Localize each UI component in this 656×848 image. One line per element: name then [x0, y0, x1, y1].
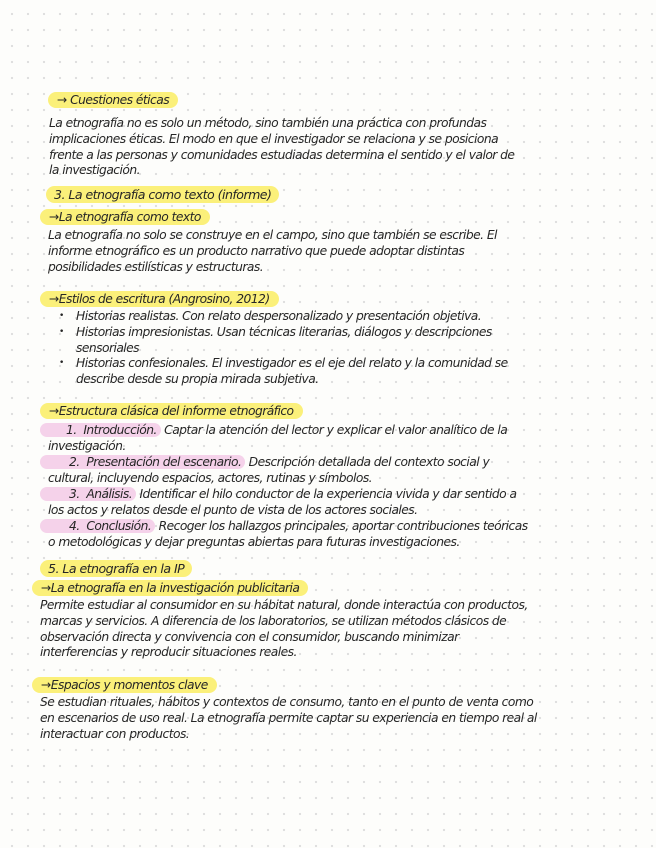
section-5-title — [40, 561, 192, 577]
text-line: investigación. — [48, 438, 126, 453]
highlight-presentacion — [40, 455, 245, 469]
text-line: marcas y servicios. A diferencia de los laboratorios, se utilizan métodos clásicos de — [40, 613, 507, 628]
item-term: Introducción. — [83, 423, 157, 437]
list-item — [59, 309, 508, 325]
highlight-cuestiones-eticas: → Cuestiones éticas — [48, 92, 178, 108]
highlight-introduccion — [40, 423, 161, 437]
text-line: implicaciones éticas. El modo en que el investigador se relaciona y se posiciona — [49, 131, 499, 146]
highlight-investigacion-publicitaria: →La etnografía en la investigación publicitaria — [32, 580, 308, 596]
text-line: informe etnográfico es un producto narrativo que puede adoptar distintas — [48, 243, 465, 258]
highlight-espacios-momentos: →Espacios y momentos clave — [32, 677, 217, 693]
text-line: Historias impresionistas. Usan técnicas literarias, diálogos y descripciones — [76, 324, 492, 339]
text-line: interferencias y reproducir situaciones reales. — [40, 645, 297, 660]
text-line: o metodológicas y dejar preguntas abiertas para futuras investigaciones. — [48, 534, 460, 549]
structure-item-1 — [40, 423, 507, 455]
text-line: cultural, incluyendo espacios, actores, rutinas y símbolos. — [48, 470, 373, 485]
item-text: Recoger los hallazgos principales, aportar contribuciones teóricas — [155, 519, 528, 533]
highlight-section-3: 3. La etnografía como texto (informe) — [46, 186, 279, 203]
text-line: Se estudian rituales, hábitos y contextos de consumo, tanto en el punto de venta como — [40, 695, 534, 709]
heading-estructura-clasica — [40, 404, 303, 420]
text-line: Permite estudiar al consumidor en su hábitat natural, donde interactúa con productos, — [40, 598, 528, 612]
item-term: Análisis. — [86, 487, 133, 501]
text-line: frente a las personas y comunidades estudiadas determina el sentido y el valor de — [49, 147, 515, 162]
item-number: 4. — [69, 519, 80, 533]
text-line: en escenarios de uso real. La etnografía permite captar su experiencia en tiempo real al — [40, 710, 537, 725]
bullet-dot-icon: • — [59, 358, 64, 369]
highlight-conclusion — [40, 519, 155, 533]
item-number: 2. — [69, 455, 80, 469]
text-line: la investigación. — [49, 163, 140, 178]
item-text: Captar la atención del lector y explicar el valor analítico de la — [160, 423, 508, 437]
highlight-estructura-clasica: →Estructura clásica del informe etnográfico — [40, 403, 303, 419]
section-3-title — [46, 187, 279, 203]
highlight-etnografia-texto: →La etnografía como texto — [40, 209, 210, 225]
structure-item-line — [40, 455, 489, 471]
structure-item-line — [40, 519, 528, 535]
text-line: Historias confesionales. El investigador es el eje del relato y la comunidad se — [76, 356, 508, 371]
item-text: Identificar el hilo conductor de la experiencia vivida y dar sentido a — [136, 487, 517, 501]
item-number: 1. — [66, 423, 77, 437]
item-number: 3. — [69, 487, 80, 501]
highlight-analisis — [40, 487, 136, 501]
list-item — [59, 324, 508, 357]
structure-item-line — [40, 487, 516, 503]
paragraph-espacios — [40, 695, 537, 742]
structure-item-4 — [40, 519, 528, 551]
bullet-dot-icon: • — [59, 311, 64, 321]
highlight-estilos-escritura: →Estilos de escritura (Angrosino, 2012) — [40, 291, 279, 307]
item-term: Presentación del escenario. — [86, 455, 242, 469]
text-line: los actos y relatos desde el punto de vista de los actores sociales. — [48, 502, 418, 517]
paragraph-publicitaria — [40, 598, 528, 661]
structure-item-3 — [40, 487, 516, 519]
bullet-dot-icon: • — [59, 326, 64, 337]
heading-cuestiones-eticas — [48, 93, 178, 109]
paragraph-etica — [49, 116, 514, 179]
text-line: La etnografía no solo se construye en el campo, sino que también se escribe. El — [48, 228, 497, 242]
highlight-section-5: 5. La etnografía en la IP — [40, 560, 192, 577]
heading-etnografia-texto — [40, 210, 210, 226]
text-line: Historias realistas. Con relato despersonalizado y presentación objetiva. — [76, 309, 482, 323]
text-line: sensoriales — [76, 340, 140, 355]
list-item — [59, 356, 508, 388]
structure-item-2 — [40, 455, 489, 487]
paragraph-texto — [48, 228, 497, 275]
heading-investigacion-publicitaria — [32, 581, 308, 597]
text-line: describe desde su propia mirada subjetiva. — [76, 372, 319, 387]
bullet-list-estilos — [59, 309, 508, 388]
text-line: observación directa y convivencia con el consumidor, buscando minimizar — [40, 629, 459, 644]
text-line: La etnografía no es solo un método, sino también una práctica con profundas — [49, 116, 487, 130]
heading-estilos-escritura — [40, 292, 279, 308]
heading-espacios-momentos — [32, 678, 217, 694]
item-text: Descripción detallada del contexto social y — [245, 455, 490, 469]
item-term: Conclusión. — [86, 519, 152, 533]
text-line: interactuar con productos. — [40, 726, 190, 741]
structure-item-line — [40, 423, 507, 439]
text-line: posibilidades estilísticas y estructuras. — [48, 259, 264, 274]
